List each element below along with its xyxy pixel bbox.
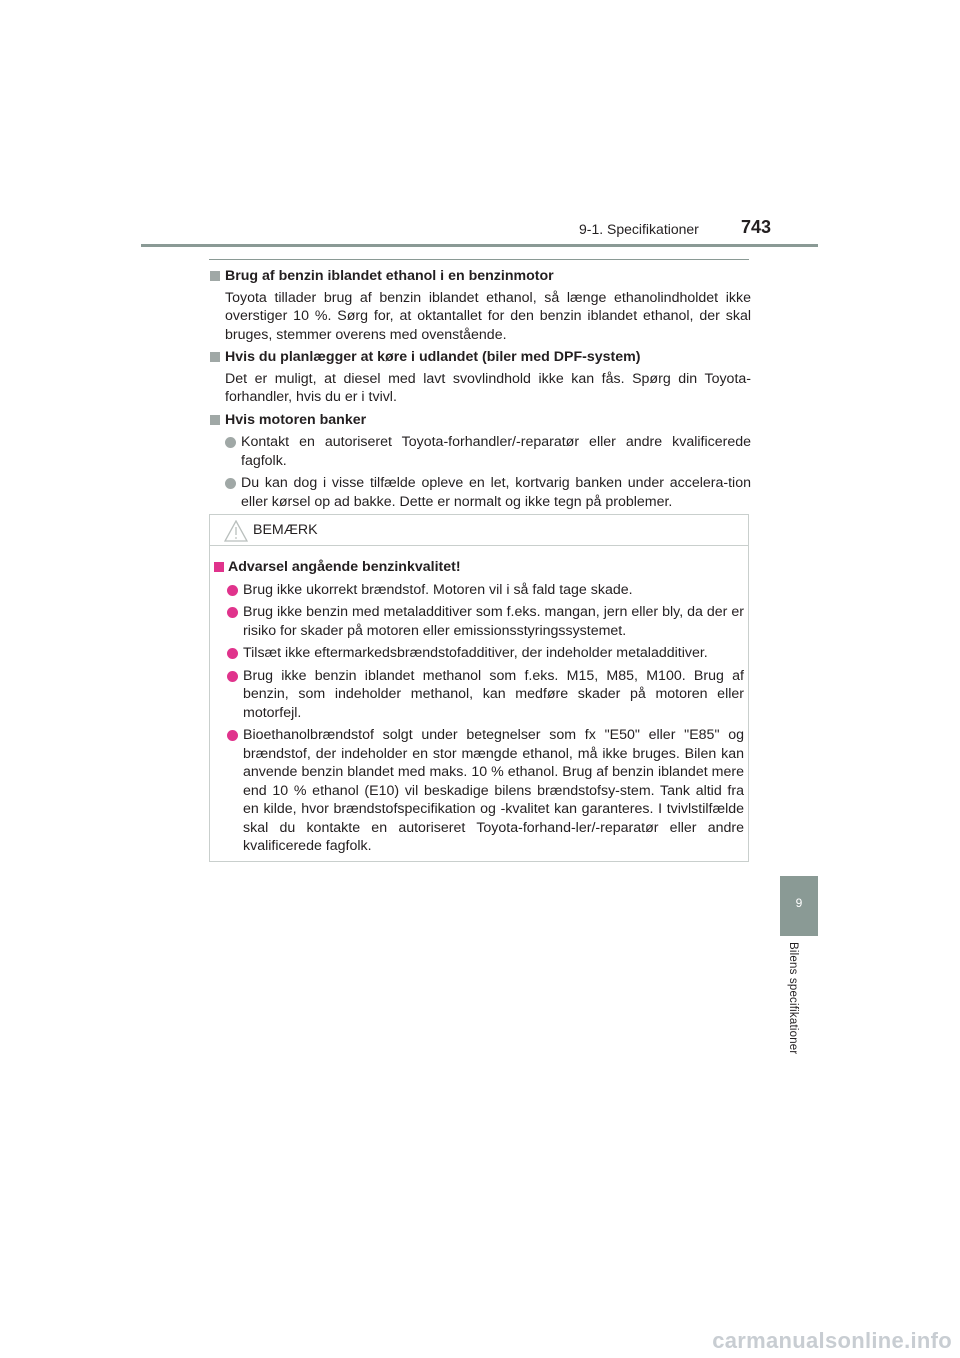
watermark: carmanualsonline.info [712,1328,952,1353]
notice-list-item: Brug ikke benzin iblandet methanol som f.eks. M15, M85, M100. Brug af benzin, som indeholder methanol, kan medføre skader på motoren eller motorfejl. [210,667,744,723]
list-item: Du kan dog i visse tilfælde opleve en let, kortvarig banken under accelera-tion eller kørsel op ad bakke. Dette er normalt og ikke tegn på problemer. [209,474,751,511]
notice-list-item: Tilsæt ikke eftermarkedsbrændstofadditiver, der indeholder metaladditiver. [210,644,744,663]
page-number: 743 [741,217,772,237]
notice-header [210,515,748,546]
section-heading: Brug af benzin iblandet ethanol i en benzinmotor [209,267,751,286]
notice-heading: Advarsel angående benzinkvalitet! [210,558,744,577]
content-top-rule [209,259,749,260]
square-bullet-icon [214,562,224,572]
notice-body [210,558,744,856]
chapter-label: Bilens specifikationer [787,942,799,1055]
warning-triangle-icon [224,520,248,542]
list-item: Kontakt en autoriseret Toyota-forhandler/-reparatør eller andre kvalificerede fagfolk. [209,433,751,470]
section-text: Det er muligt, at diesel med lavt svovlindhold ikke kan fås. Spørg din Toyota-forhandler, hvis du er i tvivl. [225,370,751,405]
notice-list-item: Brug ikke benzin med metaladditiver som f.eks. mangan, jern eller bly, da der er risiko for skader på motoren eller emissionsstyringssystemet. [210,603,744,640]
header-rule [141,244,818,247]
section-heading: Hvis du planlægger at køre i udlandet (biler med DPF-system) [209,348,751,367]
header-section-title: 9-1. Specifikationer [579,221,699,237]
square-bullet-icon [210,415,220,425]
circle-bullet-icon [225,437,236,448]
notice-title: BEMÆRK [253,522,318,538]
notice-list-item: Brug ikke ukorrekt brændstof. Motoren vil i så fald tage skade. [210,581,744,600]
section-heading: Hvis motoren banker [209,411,751,430]
circle-bullet-icon [227,607,238,618]
square-bullet-icon [210,271,220,281]
circle-bullet-icon [227,648,238,659]
notice-list-item: Bioethanolbrændstof solgt under betegnelser som fx "E50" eller "E85" og brændstof, der indeholder en stor mængde ethanol, må ikke bruges. Bilen kan anvende benzin blandet med maks. 10 % ethanol. Brug af benzin iblandet mere end 10 % ethanol (E10) vil beskadige bilens brændstofsy-stem. Tank altid fra en kilde, hvor brændstofspecifikation og -kvalitet kan garanteres. I tvivlstilfælde skal du kontakte en autoriseret Toyota-forhand-ler/-reparatør eller andre kvalificerede fagfolk. [210,726,744,856]
section-text: Toyota tillader brug af benzin iblandet ethanol, så længe ethanolindholdet ikke overstiger 10 %. Sørg for, at oktantallet for den benzin iblandet ethanol, der skal bruges, stemmer overens med ovenstående. [225,289,751,343]
circle-bullet-icon [227,585,238,596]
circle-bullet-icon [225,478,236,489]
main-content [209,264,751,511]
chapter-number: 9 [795,896,803,910]
notice-box [209,514,749,862]
square-bullet-icon [210,352,220,362]
chapter-tab [780,876,818,936]
circle-bullet-icon [227,671,238,682]
circle-bullet-icon [227,730,238,741]
